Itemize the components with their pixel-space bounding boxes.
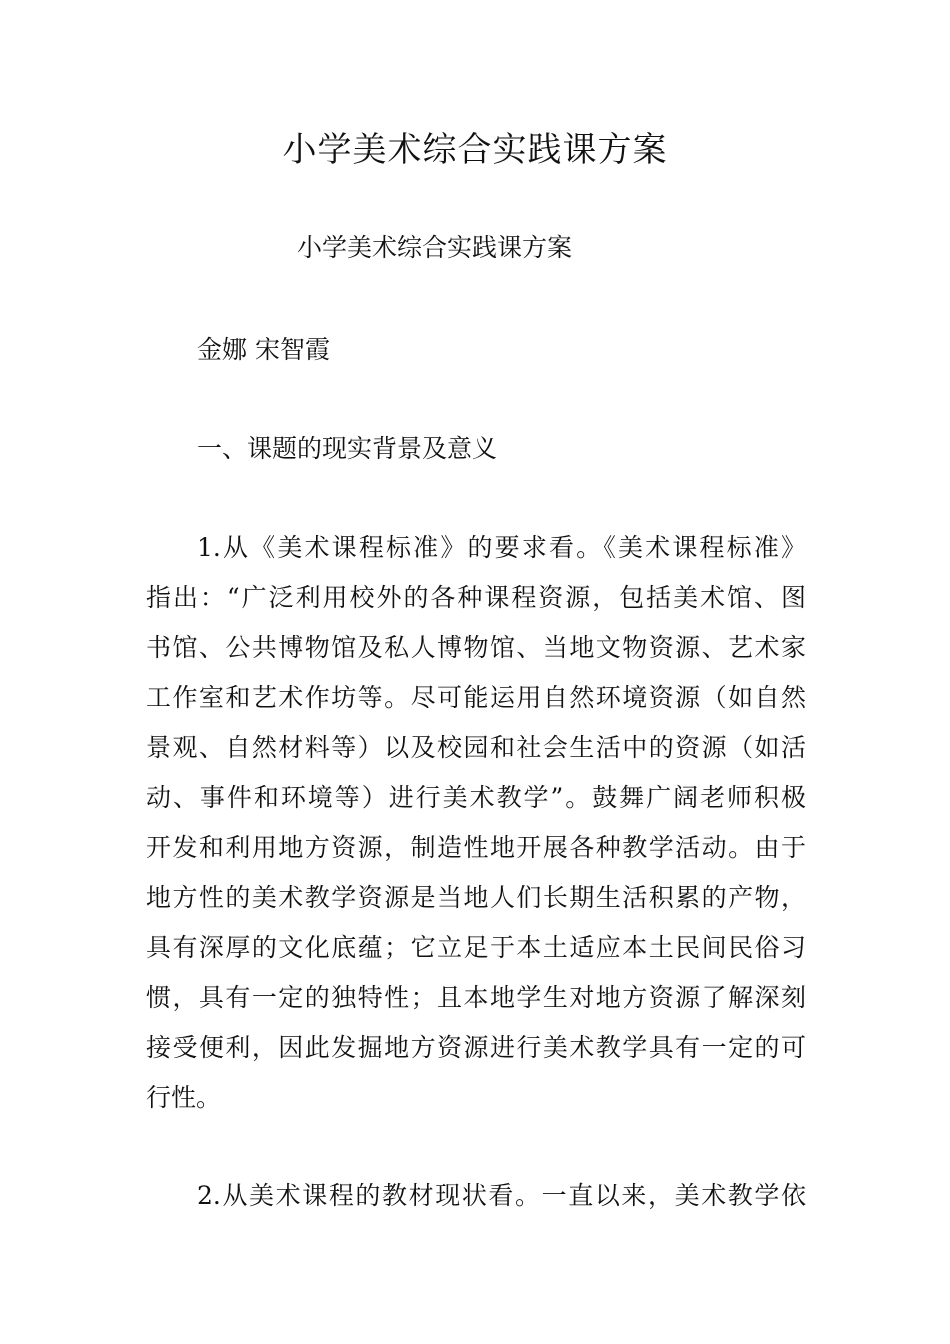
paragraph-line: 行性。 [146,1083,222,1112]
authors-line: 金娜 宋智霞 [197,335,330,364]
document-subtitle: 小学美术综合实践课方案 [297,233,573,262]
paragraph-line: 接受便利，因此发掘地方资源进行美术教学具有一定的可 [146,1033,806,1062]
paragraph-line: 开发和利用地方资源，制造性地开展各种教学活动。由于 [146,833,806,862]
paragraph-line: 地方性的美术教学资源是当地人们长期生活积累的产物， [146,883,806,912]
paragraph-line: 2.从美术课程的教材现状看。一直以来，美术教学依 [197,1181,806,1210]
section-heading: 一、课题的现实背景及意义 [197,434,498,463]
paragraph-line: 动、事件和环境等）进行美术教学”。鼓舞广阔老师积极 [146,783,806,812]
paragraph-line: 书馆、公共博物馆及私人博物馆、当地文物资源、艺术家 [146,633,806,662]
paragraph-line: 1.从《美术课程标准》的要求看。《美术课程标准》 [197,533,806,562]
paragraph-line: 惯，具有一定的独特性；且本地学生对地方资源了解深刻 [146,983,806,1012]
paragraph-2 [146,1171,806,1221]
paragraph-line: 景观、自然材料等）以及校园和社会生活中的资源（如活 [146,733,806,762]
paragraph-1 [146,523,806,1123]
paragraph-line: 具有深厚的文化底蕴；它立足于本土适应本土民间民俗习 [146,933,806,962]
paragraph-line: 工作室和艺术作坊等。尽可能运用自然环境资源（如自然 [146,683,806,712]
document-title: 小学美术综合实践课方案 [282,130,668,170]
paragraph-line: 指出：“广泛利用校外的各种课程资源，包括美术馆、图 [146,583,806,612]
